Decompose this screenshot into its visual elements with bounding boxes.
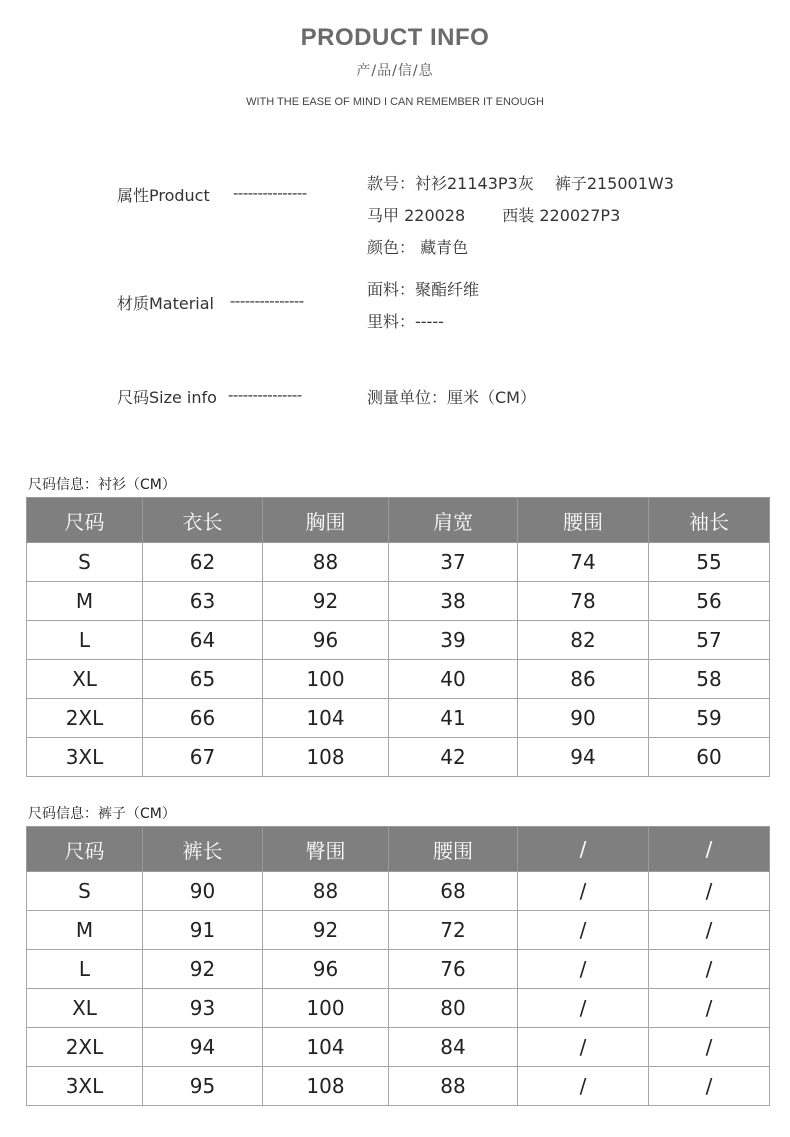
table-cell: 104: [263, 1028, 389, 1067]
shirt-size-table: [26, 497, 770, 777]
header-cell: /: [649, 827, 770, 872]
table-cell: 56: [649, 582, 770, 621]
table-row: [27, 543, 770, 582]
shirt-table-caption: 尺码信息：衬衫（CM）: [28, 477, 176, 493]
table-cell: 88: [263, 872, 389, 911]
material-fabric-line: 面料：聚酯纤维: [367, 280, 480, 299]
table-cell: 62: [143, 543, 263, 582]
header-cell: 胸围: [263, 498, 389, 543]
table-cell: 88: [263, 543, 389, 582]
table-cell: /: [649, 872, 770, 911]
table-cell: 92: [263, 582, 389, 621]
table-cell: 72: [389, 911, 518, 950]
table-cell: 91: [143, 911, 263, 950]
header-cell: 肩宽: [389, 498, 518, 543]
page-subtitle: 产/品/信/息: [356, 63, 434, 79]
table-row: [27, 738, 770, 777]
page-title: PRODUCT INFO: [300, 24, 490, 51]
table-cell: 108: [263, 1067, 389, 1106]
table-cell: 90: [518, 699, 649, 738]
table-row: [27, 699, 770, 738]
table-cell: /: [518, 911, 649, 950]
header-cell: 腰围: [518, 498, 649, 543]
table-row: [27, 950, 770, 989]
table-cell: 57: [649, 621, 770, 660]
size-info-label: 尺码Size info: [117, 388, 217, 407]
table-cell: 82: [518, 621, 649, 660]
header-cell: 裤长: [143, 827, 263, 872]
header-cell: 袖长: [649, 498, 770, 543]
table-cell: S: [27, 872, 143, 911]
table-row: [27, 621, 770, 660]
material-label: 材质Material: [117, 294, 215, 313]
table-cell: XL: [27, 989, 143, 1028]
table-row: [27, 1067, 770, 1106]
table-cell: 2XL: [27, 1028, 143, 1067]
table-cell: /: [649, 950, 770, 989]
table-cell: XL: [27, 660, 143, 699]
table-cell: /: [518, 1028, 649, 1067]
table-row: [27, 582, 770, 621]
table-cell: 94: [518, 738, 649, 777]
table-cell: 84: [389, 1028, 518, 1067]
table-cell: M: [27, 582, 143, 621]
size-info-divider: ---------------: [228, 386, 302, 404]
table-cell: 2XL: [27, 699, 143, 738]
header-cell: 衣长: [143, 498, 263, 543]
table-cell: 92: [143, 950, 263, 989]
product-divider: ---------------: [233, 184, 307, 202]
table-cell: 65: [143, 660, 263, 699]
pants-table-caption: 尺码信息：裤子（CM）: [28, 806, 176, 822]
header-cell: /: [518, 827, 649, 872]
table-cell: /: [518, 872, 649, 911]
table-cell: /: [518, 950, 649, 989]
table-cell: 64: [143, 621, 263, 660]
table-row: [27, 911, 770, 950]
pants-size-table: [26, 826, 770, 1106]
material-lining-line: 里料：-----: [367, 312, 444, 331]
table-cell: 3XL: [27, 1067, 143, 1106]
product-style-line-1: 款号：衬衫21143P3灰 裤子215001W3: [367, 174, 674, 193]
header-cell: 尺码: [27, 498, 143, 543]
table-cell: /: [649, 989, 770, 1028]
table-cell: /: [649, 1028, 770, 1067]
page-tagline: WITH THE EASE OF MIND I CAN REMEMBER IT ENOUGH: [246, 96, 544, 108]
table-header-row: [27, 827, 770, 872]
table-cell: 39: [389, 621, 518, 660]
header-cell: 尺码: [27, 827, 143, 872]
table-cell: 60: [649, 738, 770, 777]
table-cell: 92: [263, 911, 389, 950]
product-label: 属性Product: [117, 186, 210, 205]
table-cell: 3XL: [27, 738, 143, 777]
table-cell: 96: [263, 621, 389, 660]
table-cell: 59: [649, 699, 770, 738]
table-header-row: [27, 498, 770, 543]
table-row: [27, 872, 770, 911]
header-cell: 腰围: [389, 827, 518, 872]
table-cell: 74: [518, 543, 649, 582]
table-cell: /: [518, 989, 649, 1028]
table-cell: 55: [649, 543, 770, 582]
table-cell: 76: [389, 950, 518, 989]
table-cell: L: [27, 621, 143, 660]
table-cell: M: [27, 911, 143, 950]
table-cell: 94: [143, 1028, 263, 1067]
table-cell: S: [27, 543, 143, 582]
table-cell: 96: [263, 950, 389, 989]
table-row: [27, 989, 770, 1028]
table-cell: 104: [263, 699, 389, 738]
table-cell: 38: [389, 582, 518, 621]
table-cell: 80: [389, 989, 518, 1028]
table-cell: 100: [263, 660, 389, 699]
table-cell: L: [27, 950, 143, 989]
table-cell: 90: [143, 872, 263, 911]
table-cell: 68: [389, 872, 518, 911]
table-cell: 100: [263, 989, 389, 1028]
table-cell: 37: [389, 543, 518, 582]
header-cell: 臀围: [263, 827, 389, 872]
table-cell: /: [518, 1067, 649, 1106]
table-cell: 86: [518, 660, 649, 699]
table-cell: 58: [649, 660, 770, 699]
table-cell: 88: [389, 1067, 518, 1106]
size-unit-line: 测量单位：厘米（CM）: [367, 388, 536, 407]
material-divider: ---------------: [230, 292, 304, 310]
table-cell: /: [649, 911, 770, 950]
product-style-line-2: 马甲 220028 西装 220027P3: [367, 206, 621, 225]
table-cell: 78: [518, 582, 649, 621]
table-row: [27, 1028, 770, 1067]
table-cell: /: [649, 1067, 770, 1106]
table-cell: 95: [143, 1067, 263, 1106]
table-cell: 67: [143, 738, 263, 777]
table-cell: 66: [143, 699, 263, 738]
table-cell: 93: [143, 989, 263, 1028]
table-cell: 40: [389, 660, 518, 699]
table-cell: 42: [389, 738, 518, 777]
product-color-line: 颜色： 藏青色: [367, 238, 469, 257]
table-cell: 108: [263, 738, 389, 777]
table-cell: 63: [143, 582, 263, 621]
table-cell: 41: [389, 699, 518, 738]
table-row: [27, 660, 770, 699]
